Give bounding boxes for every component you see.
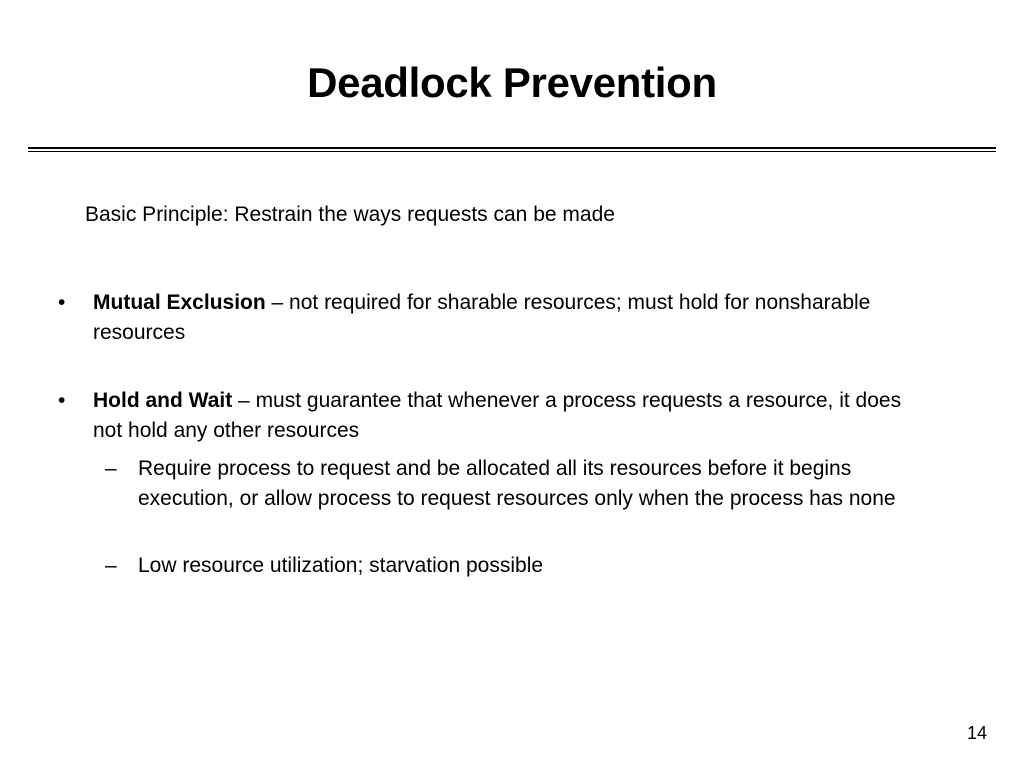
page-number: 14 — [966, 723, 987, 743]
bullet-text — [93, 288, 923, 348]
bullet-marker: • — [58, 291, 66, 314]
bullet-marker: • — [58, 389, 66, 412]
sub-bullet-marker: – — [105, 457, 117, 480]
title-divider-top — [28, 147, 996, 149]
bullet-description: – not required for sharable resources; must hold for nonsharable resources — [93, 291, 871, 344]
bullet-text — [93, 386, 923, 446]
title-divider-bottom — [28, 151, 996, 152]
bullet-term: Hold and Wait — [93, 389, 233, 412]
basic-principle: Basic Principle: Restrain the ways requests can be made — [85, 203, 615, 226]
sub-bullet-marker: – — [105, 554, 117, 577]
sub-bullet-text: Low resource utilization; starvation possible — [138, 554, 544, 577]
bullet-term: Mutual Exclusion — [93, 291, 266, 314]
slide-title: Deadlock Prevention — [307, 59, 717, 106]
sub-bullet-text: Require process to request and be allocated all its resources before it begins execution, or allow process to request resources only when the process has none — [138, 457, 896, 510]
bullet-description: – must guarantee that whenever a process requests a resource, it does not hold any other resources — [93, 389, 902, 442]
